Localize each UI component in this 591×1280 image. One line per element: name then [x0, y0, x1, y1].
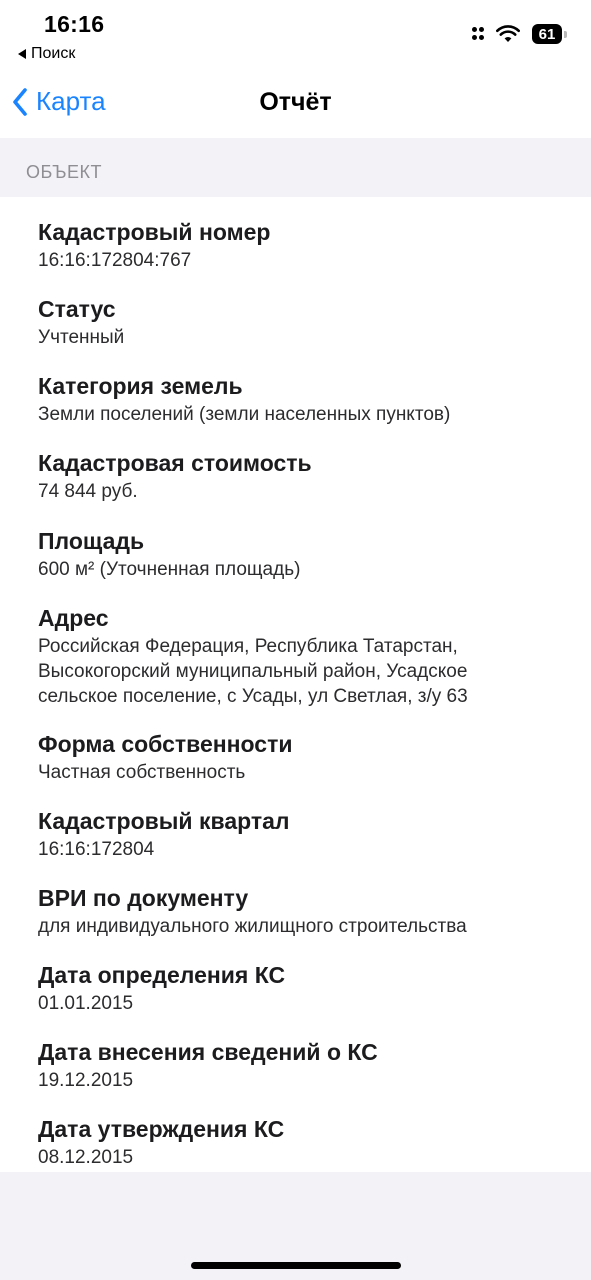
report-card [0, 197, 591, 1172]
row-title: Площадь [38, 528, 145, 554]
battery-level: 61 [532, 24, 562, 44]
top-bar [0, 0, 591, 138]
report-row [38, 371, 558, 427]
wifi-icon [496, 25, 520, 43]
report-row [38, 526, 558, 582]
back-triangle-icon [18, 49, 26, 59]
report-row [38, 960, 558, 1016]
row-value: 16:16:172804 [38, 839, 155, 860]
back-app-label: Поиск [31, 45, 76, 62]
row-value: Частная собственность [38, 762, 246, 783]
row-title: Кадастровый квартал [38, 808, 290, 834]
row-title: Статус [38, 296, 116, 322]
row-title: Кадастровый номер [38, 219, 271, 245]
back-to-app-link[interactable] [18, 45, 75, 63]
row-title: Категория земель [38, 373, 243, 399]
section-header: ОБЪЕКТ [26, 162, 102, 182]
row-value: Учтенный [38, 327, 125, 348]
row-value: 16:16:172804:767 [38, 250, 192, 271]
row-value: для индивидуального жилищного строительства [38, 916, 467, 937]
chevron-left-icon [12, 87, 28, 117]
row-value: Земли поселений (земли населенных пунктов) [38, 404, 451, 425]
row-title: Дата определения КС [38, 962, 286, 988]
back-button-label: Карта [36, 86, 106, 116]
row-value: 600 м² (Уточненная площадь) [38, 559, 301, 580]
row-value: 74 844 руб. [38, 481, 138, 502]
report-row [38, 603, 538, 709]
home-indicator[interactable] [191, 1262, 401, 1269]
row-title: Адрес [38, 605, 109, 631]
cellular-dots-icon [472, 27, 484, 41]
row-title: Дата внесения сведений о КС [38, 1039, 378, 1065]
report-row [38, 1037, 558, 1093]
report-row [38, 448, 558, 504]
row-value: Российская Федерация, Республика Татарстан, Высокогорский муниципальный район, Усадское сельское поселение, с Усады, ул Светлая, з/у 63 [38, 636, 468, 707]
row-value: 08.12.2015 [38, 1147, 134, 1168]
row-value: 01.01.2015 [38, 993, 134, 1014]
report-row [38, 883, 558, 939]
row-title: ВРИ по документу [38, 885, 249, 911]
row-title: Дата утверждения КС [38, 1116, 285, 1142]
row-value: 19.12.2015 [38, 1070, 134, 1091]
status-icons [472, 24, 567, 44]
row-title: Форма собственности [38, 731, 293, 757]
page-title: Отчёт [259, 88, 332, 116]
report-row [38, 729, 558, 785]
report-row [38, 294, 558, 350]
row-title: Кадастровая стоимость [38, 450, 312, 476]
report-row [38, 217, 558, 273]
back-button[interactable] [12, 86, 106, 117]
battery-icon [532, 24, 567, 44]
report-row [38, 806, 558, 862]
report-row [38, 1114, 558, 1170]
status-time: 16:16 [44, 11, 105, 37]
